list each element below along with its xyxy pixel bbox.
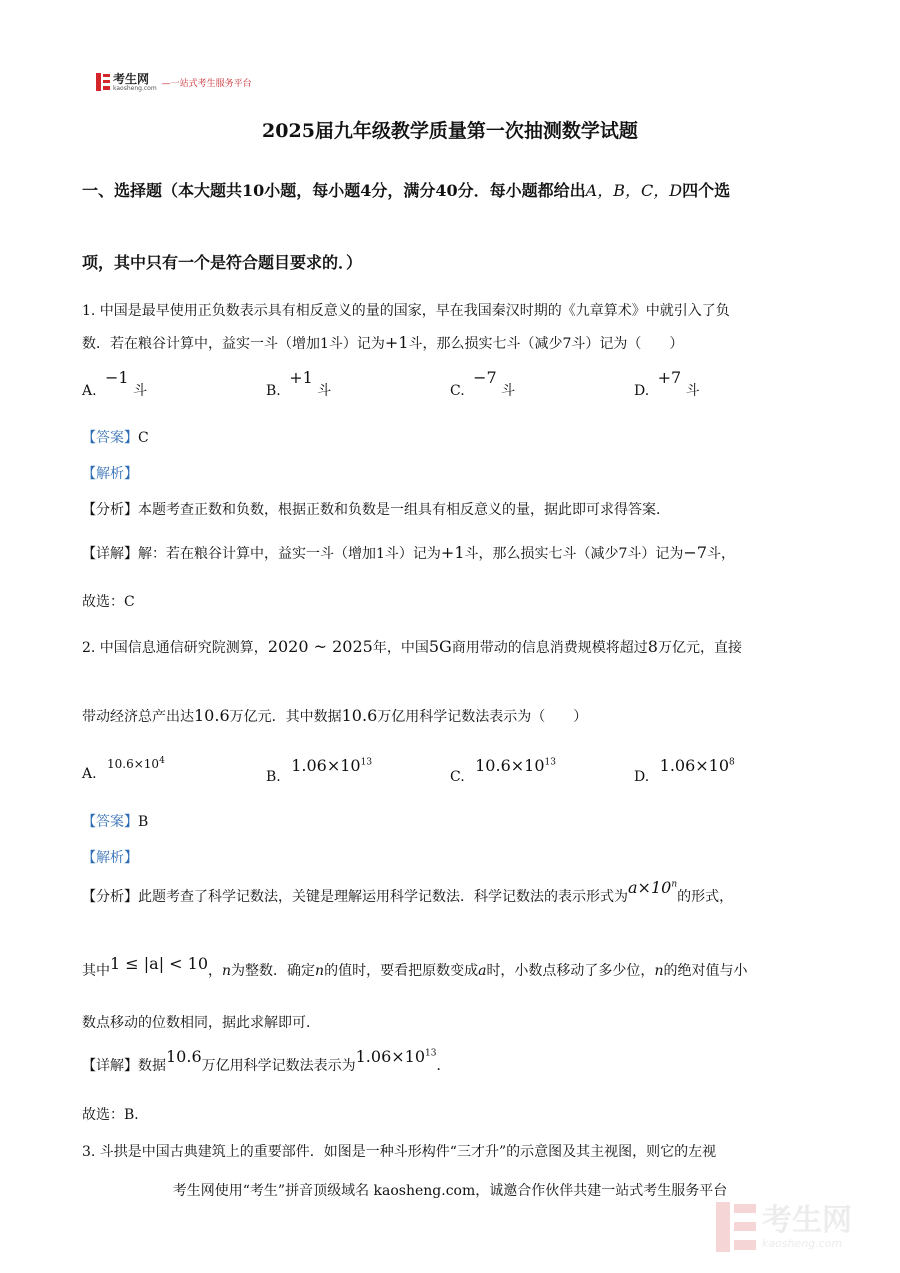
q2-fenxi-line3: 数点移动的位数相同，据此求解即可． [82, 1015, 320, 1031]
q2-detail: 【详解】数据10.6万亿用科学记数法表示为$1.06\times 10^{13}$． [82, 1047, 451, 1074]
section-heading-line1: 一、选择题（本大题共10小题，每小题4分，满分40分．每小题都给出A，B，C，D四个选 [82, 181, 731, 200]
watermark-logo [716, 1202, 852, 1252]
header-logo [96, 72, 252, 92]
q1-answer: 【答案】C [82, 430, 149, 446]
q1-option-a[interactable]: A. −1 斗 [82, 368, 148, 399]
watermark-name: 考生网 [762, 1202, 852, 1238]
page-title: 2025届九年级教学质量第一次抽测数学试题 [262, 120, 638, 142]
section-heading-line2: 项，其中只有一个是符合题目要求的．） [82, 253, 363, 272]
q2-stem-line1: 2. 中国信息通信研究院测算，2020 ~ 2025年，中国5G商用带动的信息消费规模将超过8万亿元，直接 [82, 637, 742, 656]
kaosheng-logo-icon [96, 73, 110, 91]
q2-answer: 【答案】B [82, 814, 149, 830]
page-footer: 考生网使用“考生”拼音顶级域名 kaosheng.com，诚邀合作伙伴共建一站式考生服务平台 [172, 1183, 728, 1199]
q1-option-c[interactable]: C. −7 斗 [450, 368, 516, 399]
q1-fenxi: 【分析】本题考查正数和负数，根据正数和负数是一组具有相反意义的量，据此即可求得答案． [82, 502, 670, 518]
q1-stem-line1: 1. 中国是最早使用正负数表示具有相反意义的量的国家，早在我国秦汉时期的《九章算术》中就引入了负 [82, 303, 730, 319]
header-slogan: —一站式考生服务平台 [161, 78, 252, 89]
q2-fenxi: 【分析】此题考查了科学记数法，关键是理解运用科学记数法．科学记数法的表示形式为$a\times 10^n$的形式， [82, 878, 734, 905]
q1-stem-line2: 数．若在粮谷计算中，益实一斗（增加1斗）记为+1斗，那么损实七斗（减少7斗）记为（ ） [82, 333, 684, 352]
watermark-domain: kaosheng.com [762, 1236, 843, 1250]
logo-name: 考生网 [113, 71, 150, 86]
q1-option-d[interactable]: D. +7 斗 [634, 368, 700, 399]
q2-fenxi-line2: 其中1 ≤ |a| < 10，n为整数．确定n的值时，要看把原数变成a时，小数点移动了多少位，n的绝对值与小 [82, 954, 748, 979]
option-letters: A，B，C，D [585, 181, 683, 200]
q2-option-b[interactable]: B. $1.06\times 10^{13}$ [266, 756, 373, 785]
q2-option-c[interactable]: C. $10.6\times 10^{13}$ [450, 756, 556, 785]
q2-stem-line2: 带动经济总产出达10.6万亿元．其中数据10.6万亿用科学记数法表示为（ ） [82, 706, 588, 725]
q1-option-b[interactable]: B. +1 斗 [266, 368, 332, 399]
q1-choose: 故选：C [82, 594, 135, 610]
q1-detail: 【详解】解：若在粮谷计算中，益实一斗（增加1斗）记为+1斗，那么损实七斗（减少7斗）记为−7斗， [82, 543, 736, 562]
kaosheng-watermark-icon [716, 1202, 756, 1252]
q1-analysis-tag: 【解析】 [82, 466, 138, 482]
q2-option-a[interactable]: A. $10.6\times 10^4$ [82, 756, 165, 782]
q2-analysis-tag: 【解析】 [82, 850, 138, 866]
q2-option-d[interactable]: D. $1.06\times 10^8$ [634, 756, 735, 785]
logo-domain: kaosheng.com [113, 84, 157, 92]
q3-stem-line1: 3. 斗拱是中国古典建筑上的重要部件．如图是一种斗形构件“三才升”的示意图及其主视图，则它的左视 [82, 1144, 717, 1160]
q2-choose: 故选：B． [82, 1107, 149, 1123]
